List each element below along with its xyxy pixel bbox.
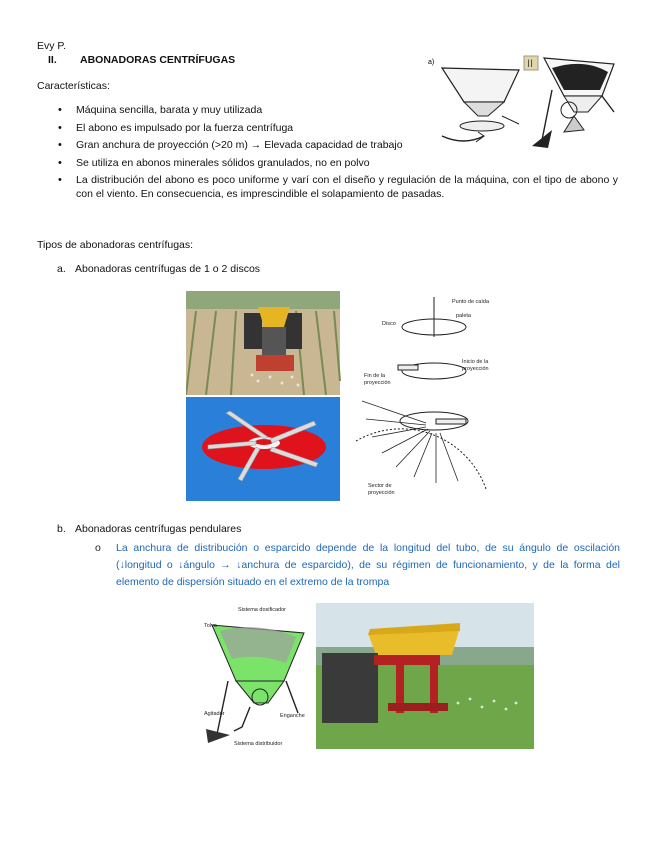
figure-label-a: a) [428, 59, 435, 66]
list-item: • El abono es impulsado por la fuerza centrífuga [58, 122, 618, 136]
disc-render-photo [186, 397, 340, 501]
list-item: • Gran anchura de proyección (>20 m) → Elevada capacidad de trabajo [58, 139, 421, 153]
svg-text:proyección: proyección [368, 490, 395, 496]
figure-label-roman: II [527, 58, 534, 70]
type-b-note: o La anchura de distribución o esparcido depende de la longitud del tubo, de su ángulo de oscilación (↓longitud o ↓ángulo → ↓anchura de esparcido), de su régimen de funcionamiento, y de la forma del elemento de dispersión situado en el extremo de la trompa [95, 542, 620, 588]
pendular-spreader-figure [198, 603, 534, 749]
label-disco: Disco [382, 321, 396, 327]
projection-diagram [342, 291, 514, 501]
label-punto-caida: Punto de caída [452, 299, 490, 305]
label-inicio-proyeccion: Inicio de la [462, 359, 489, 365]
label-sector-proyeccion: Sector de [368, 483, 392, 489]
section-title: ABONADORAS CENTRÍFUGAS [80, 54, 236, 66]
label-paleta: paleta [456, 313, 471, 319]
label-fin-proyeccion: Fin de la [364, 373, 386, 379]
label-tolva: Tolva [204, 623, 217, 629]
label-sistema-distribuidor: Sistema distribuidor [234, 741, 283, 747]
type-b-item: b. Abonadoras centrífugas pendulares [57, 523, 242, 535]
label-enganche: Enganche [280, 713, 305, 719]
svg-text:proyección: proyección [462, 366, 489, 372]
list-item: • La distribución del abono es poco uniforme y varí con el diseño y regulación de la máquina, con el tipo de abono y con el viento. En consecuencia, es imprescindible el solapamiento de pasadas. [58, 174, 618, 201]
type-a-item: a. Abonadoras centrífugas de 1 o 2 discos [57, 263, 261, 275]
pendular-photo [316, 603, 534, 749]
label-agitador: Agitador [204, 711, 225, 717]
tractor-photo [186, 291, 340, 395]
section-heading [48, 54, 235, 66]
characteristics-label: Características: [37, 80, 110, 92]
section-number: II. [48, 54, 57, 66]
author-name: Evy P. [37, 40, 66, 52]
label-sistema-dosificador: Sistema dosificador [238, 607, 286, 613]
list-item: • Se utiliza en abonos minerales sólidos granulados, no en polvo [58, 157, 618, 171]
types-label: Tipos de abonadoras centrífugas: [37, 239, 194, 251]
list-item: • Máquina sencilla, barata y muy utilizada [58, 104, 618, 118]
spreader-diagram-image [424, 50, 620, 156]
disc-spreader-figure [186, 291, 514, 501]
svg-text:proyección: proyección [364, 380, 391, 386]
